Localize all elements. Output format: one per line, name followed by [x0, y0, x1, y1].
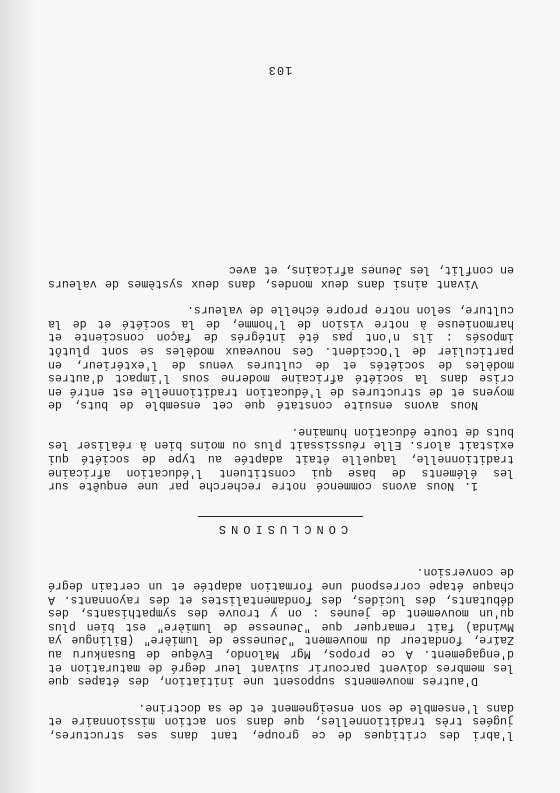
section-heading: CONCLUSIONS — [213, 521, 349, 536]
paragraph-conclusion-3: Vivant ainsi dans deux mondes, dans deux systèmes de valeurs en conflit, les Jeunes africains, et avec — [48, 262, 514, 290]
heading-underline — [199, 516, 364, 517]
page-text — [48, 262, 514, 741]
paragraph-continued: l'abri des critiques de ce groupe, tant dans ses structures, jugées très traditionnelles, que dans son action missionnaire et dans l'ensemble de son enseignement et de sa doctrine. — [48, 700, 514, 741]
paragraph-conclusion-1: 1. Nous avons commencé notre recherche par une enquête sur les éléments de base qui constituent l'éducation africaine traditionnelle, laquelle était adaptée au type de société qui existait alors. Elle réussissait plus ou moins bien à réaliser les buts de toute éducation humaine. — [48, 424, 514, 493]
paragraph-movements: D'autres mouvements supposent une initiation, des étapes que les membres doivent parcourir suivant leur degré de maturation et d'engagement. A ce propos, Mgr Malondo, Evêque de Busankuru au Zaïre, fondateur du mouvement "Jeunesse de lumière" (Bilingue ya Mwinda) fait remarquer que "Jeunesse de lumière" est bien plus qu'un mouvement de jeunes : on y trouve des sympathisants, des débutants, des lucides, des fondamentalistes et des rayonnants. A chaque étape correspond une formation adaptée et un certain degré de conversion. — [48, 565, 514, 688]
page-number: 103 — [267, 63, 293, 77]
paragraph-conclusion-2: Nous avons ensuite constaté que cet ensemble de buts, de moyens et de structures de l'éducation traditionnelle est entré en crise dans la société africaine moderne sous l'impact d'autres modèles de sociétés et de cultures venus de l'extérieur, en particulier de l'Occident. Ces nouveaux modèles se sont plutôt imposés : ils n'ont pas été intégrés de façon consciente et harmonieuse à notre vision de l'homme, de la société et de la culture, selon notre propre échelle de valeurs. — [48, 303, 514, 412]
